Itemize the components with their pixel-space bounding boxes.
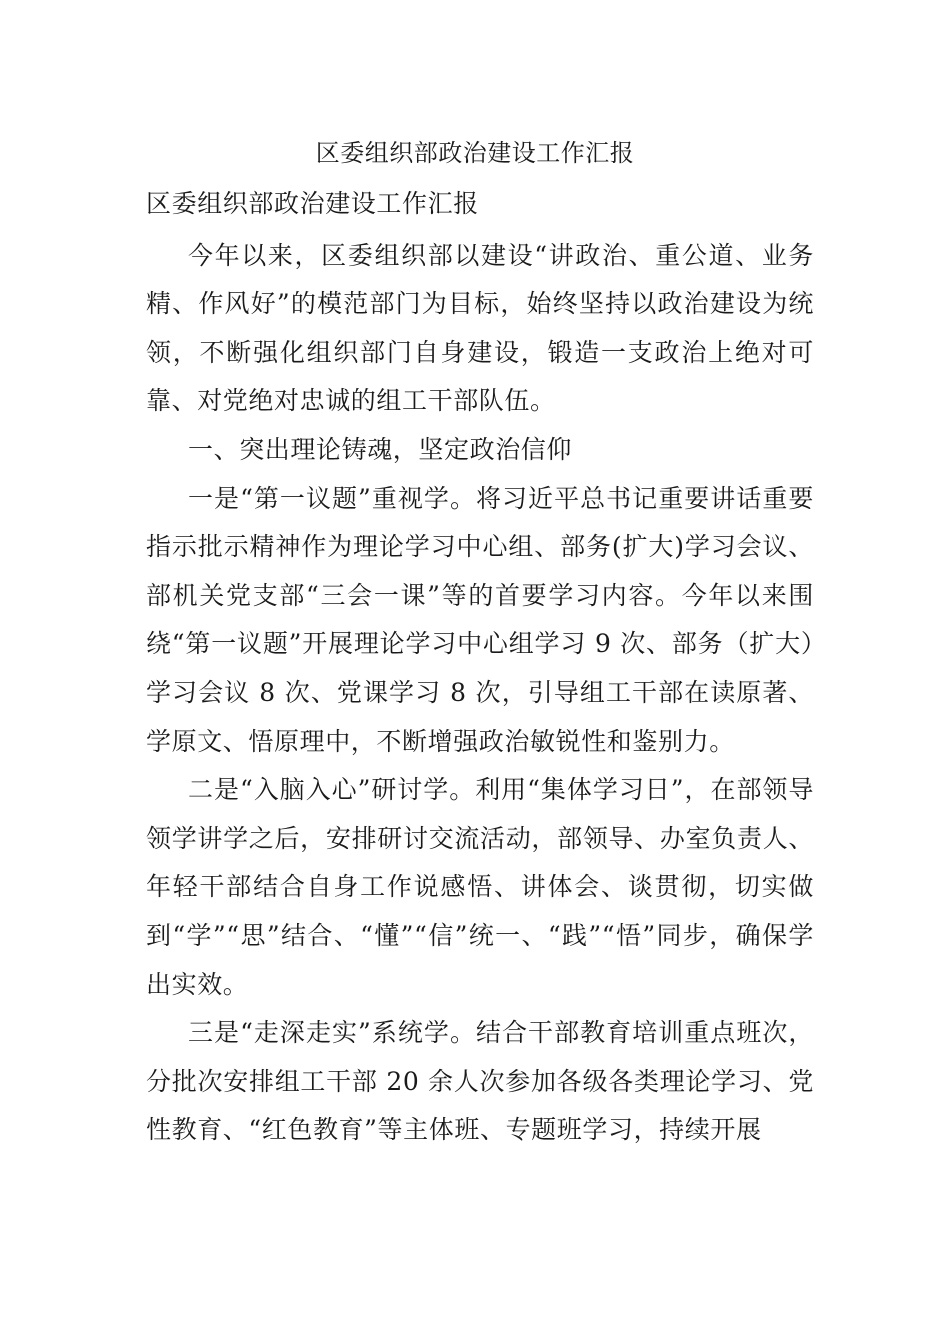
- document-body: [146, 180, 814, 1155]
- section-heading-1: 一、突出理论铸魂，坚定政治信仰: [188, 434, 573, 464]
- paragraph-second-topic: 二是“入脑入心”研讨学。利用“集体学习日”，在部领导领学讲学之后，安排研讨交流活动，部领导、办室负责人、年轻干部结合自身工作说感悟、讲体会、谈贯彻，切实做到“学”“思”结合、“懂”“信”统一、“践”“悟”同步，确保学出实效。: [146, 775, 814, 999]
- paragraph-third-topic: 三是“走深走实”系统学。结合干部教育培训重点班次，分批次安排组工干部 20 余人次参加各级各类理论学习、党性教育、“红色教育”等主体班、专题班学习，持续开展: [146, 1018, 814, 1145]
- paragraph-intro: 今年以来，区委组织部以建设“讲政治、重公道、业务精、作风好”的模范部门为目标，始终坚持以政治建设为统领，不断强化组织部门自身建设，锻造一支政治上绝对可靠、对党绝对忠诚的组工干部队伍。: [146, 240, 814, 416]
- document-title: 区委组织部政治建设工作汇报: [315, 139, 635, 167]
- paragraph-first-topic: 一是“第一议题”重视学。将习近平总书记重要讲话重要指示批示精神作为理论学习中心组、部务(扩大)学习会议、部机关党支部“三会一课”等的首要学习内容。今年以来围绕“第一议题”开展理论学习中心组学习 9 次、部务（扩大）学习会议 8 次、党课学习 8 次，引导组工干部在读原著、学原文、悟原理中，不断增强政治敏锐性和鉴别力。: [146, 483, 814, 756]
- document-subtitle: 区委组织部政治建设工作汇报: [146, 189, 479, 218]
